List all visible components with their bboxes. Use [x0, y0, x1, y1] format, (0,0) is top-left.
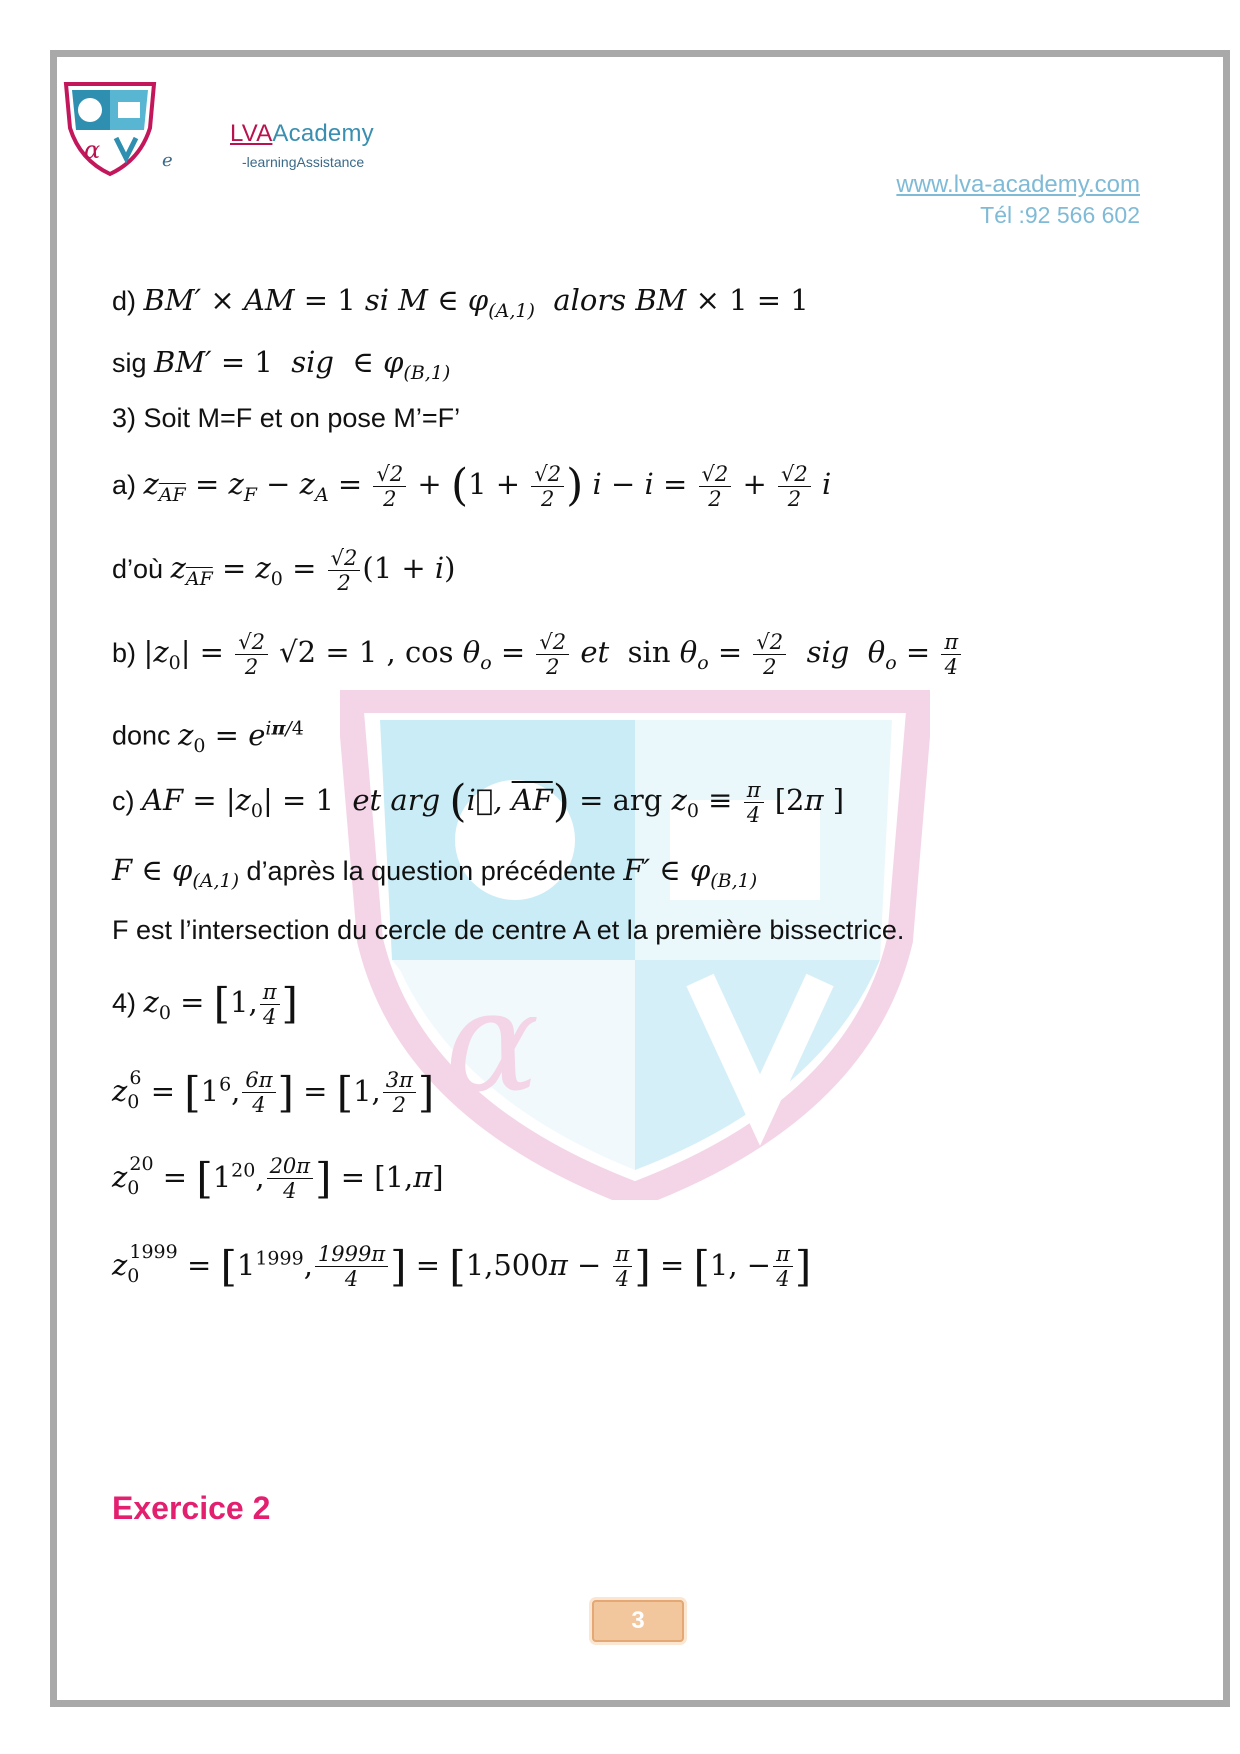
line-c	[112, 770, 844, 841]
equation-b: $|z_0|$ = $\frac{√2}{2}$ √2 = 1 , $\cos \theta_o$ = $\frac{√2}{2}$ et $\sin \theta_o$ = $\frac{√2}{2}$ sig $\theta_o$ = $\frac{\pi}{4}$	[144, 635, 964, 669]
equation-f-left: F ∈ $\varphi_{(A,1)}$	[112, 853, 240, 892]
logo-letter: e	[162, 150, 173, 171]
line-f	[112, 850, 757, 901]
line-dou	[112, 536, 455, 611]
equation-4: $z_0 = [1$, $\frac{\pi}{4}$ ]	[143, 979, 298, 1029]
label-donc: donc	[112, 720, 171, 751]
equation-d: BM′ × AM = 1 si M ∈ $\varphi_{(A,1)}$ alors BM × 1 = 1	[143, 283, 809, 322]
line-b	[112, 620, 963, 695]
brand-lva: LVA	[230, 120, 273, 147]
exercise-title: Exercice 2	[112, 1490, 271, 1526]
label-4: 4)	[112, 988, 137, 1018]
equation-c: AF = $|z_0| = 1$ et arg (i⃗, $\overline{AF}$) = arg $z_0$ ≡ $\frac{\pi}{4}$ [2π ]	[142, 776, 845, 827]
svg-text:α: α	[84, 136, 101, 164]
equation-donc: $z_0 = e^{i\pi/4}$	[178, 717, 304, 757]
label-dou: d’où	[112, 554, 164, 584]
equation-dou: $z_{\overline{AF}} = z_0$ = $\frac{√2}{2}$ (1 + i)	[170, 545, 456, 595]
phone-number: Tél :92 566 602	[980, 202, 1140, 228]
line-a	[112, 452, 831, 527]
brand-subtitle: -learningAssistance	[242, 154, 365, 170]
label-sig: sig	[112, 348, 147, 378]
line-z0-20	[112, 1138, 444, 1219]
brand	[230, 120, 374, 170]
equation-z0-1999: $z_0^{1999} = [1^{1999}$, $\frac{1999\pi}{4}$ ] = [1,500π − $\frac{\pi}{4}$ ] = [1, − $\frac{\pi}{4}$ ]	[112, 1241, 812, 1292]
line-intersection: F est l’intersection du cercle de centre A et la première bissectrice.	[112, 915, 905, 945]
label-a: a)	[112, 470, 137, 500]
brand-academy: Academy	[272, 120, 374, 147]
line-question-3: 3) Soit M=F et on pose M’=F’	[112, 403, 461, 433]
line-z0-6	[112, 1052, 434, 1133]
website-link[interactable]: www.lva-academy.com	[896, 171, 1140, 198]
line-sig	[112, 342, 450, 393]
label-c: c)	[112, 786, 135, 816]
line-d	[112, 280, 809, 331]
equation-z0-20: $z_0^{20} = [1^{20}$, $\frac{20\pi}{4}$ ] = [1,π]	[112, 1153, 444, 1204]
line-question-4	[112, 970, 298, 1045]
equation-sig: BM′ = 1 sig ∈ $\varphi_{(B,1)}$	[154, 345, 451, 384]
line-z0-1999	[112, 1226, 811, 1307]
label-b: b)	[112, 638, 137, 668]
equation-f-right: F′ ∈ $\varphi_{(B,1)}$	[623, 853, 758, 892]
brand-name	[230, 120, 374, 148]
academy-logo	[58, 78, 168, 178]
equation-z0-6: $z_0^6 = [1^6$, $\frac{6\pi}{4}$ ] = [1, $\frac{3\pi}{2}$ ]	[112, 1067, 435, 1118]
line-donc	[112, 700, 304, 773]
equation-a: $z_{\overline{AF}} = z_F - z_A$ = $\frac{√2}{2}$ + (1 + $\frac{√2}{2}$ ) i − i = $\frac{√2}{2}$ + $\frac{√2}{2}$ i	[143, 460, 832, 511]
text-f: d’après la question précédente	[246, 856, 616, 886]
contact-block	[896, 170, 1140, 230]
svg-text:α: α	[445, 961, 540, 1124]
label-d: d)	[112, 286, 137, 316]
page-number: 3	[592, 1600, 684, 1642]
